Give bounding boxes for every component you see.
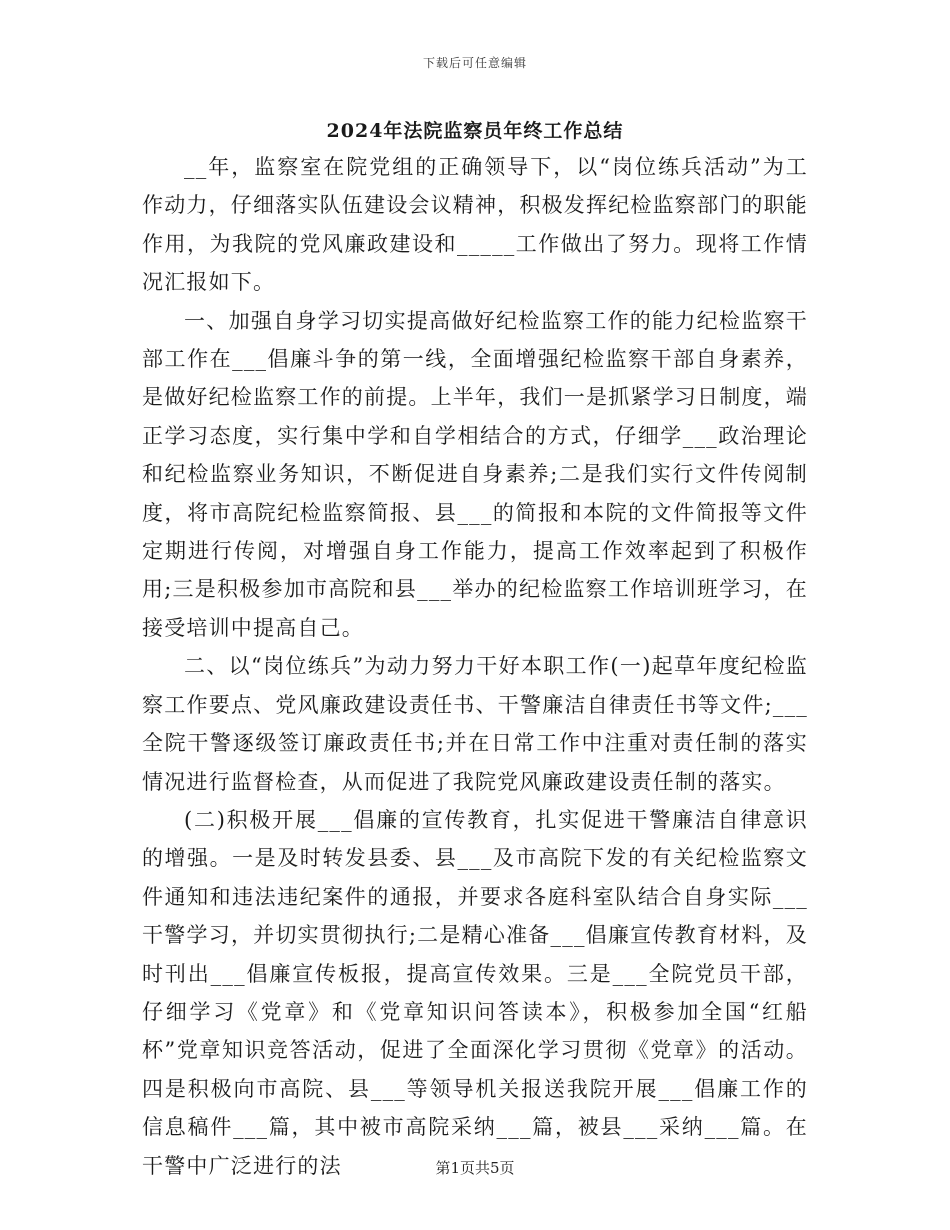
document-title: 2024年法院监察员年终工作总结	[326, 120, 624, 142]
page-number-footer: 第1页共5页	[435, 1159, 515, 1177]
document-body	[142, 148, 808, 1185]
paragraph-section-two: 二、以“岗位练兵”为动力努力干好本职工作(一)起草年度纪检监察工作要点、党风廉政建设责任书、干警廉洁自律责任书等文件;___全院干警逐级签订廉政责任书;并在日常工作中注重对责任制的落实情况进行监督检查，从而促进了我院党风廉政建设责任制的落实。	[142, 654, 808, 794]
paragraph-section-two-part-two: (二)积极开展___倡廉的宣传教育，扎实促进干警廉洁自律意识的增强。一是及时转发县委、县___及市高院下发的有关纪检监察文件通知和违法违纪案件的通报，并要求各庭科室队结合自身实际___干警学习，并切实贯彻执行;二是精心准备___倡廉宣传教育材料，及时刊出___倡廉宣传板报，提高宣传效果。三是___全院党员干部，仔细学习《党章》和《党章知识问答读本》，积极参加全国“红船杯”党章知识竞答活动，促进了全面深化学习贯彻《党章》的活动。四是积极向市高院、县___等领导机关报送我院开展___倡廉工作的信息稿件___篇，其中被市高院采纳___篇，被县___采纳___篇。在干警中广泛进行的法	[142, 807, 808, 1178]
paragraph-section-one: 一、加强自身学习切实提高做好纪检监察工作的能力纪检监察干部工作在___倡廉斗争的第一线，全面增强纪检监察干部自身素养，是做好纪检监察工作的前提。上半年，我们一是抓紧学习日制度，端正学习态度，实行集中学和自学相结合的方式，仔细学___政治理论和纪检监察业务知识，不断促进自身素养;二是我们实行文件传阅制度，将市高院纪检监察简报、县___的简报和本院的文件简报等文件定期进行传阅，对增强自身工作能力，提高工作效率起到了积极作用;三是积极参加市高院和县___举办的纪检监察工作培训班学习，在接受培训中提高自己。	[142, 308, 808, 640]
paragraph-intro: __年，监察室在院党组的正确领导下，以“岗位练兵活动”为工作动力，仔细落实队伍建设会议精神，积极发挥纪检监察部门的职能作用，为我院的党风廉政建设和_____工作做出了努力。现将工作情况汇报如下。	[142, 155, 808, 295]
header-note: 下载后可任意编辑	[422, 56, 527, 70]
